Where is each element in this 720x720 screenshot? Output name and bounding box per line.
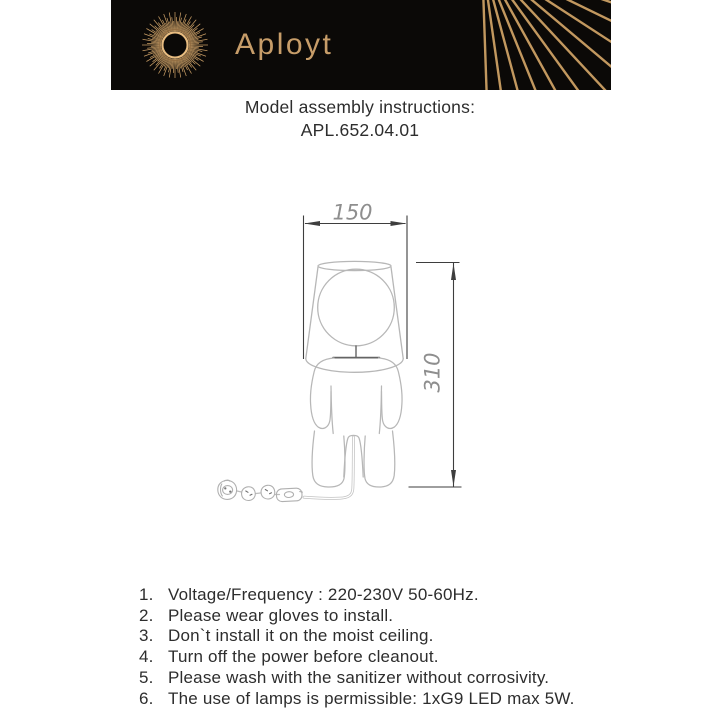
item-text: Turn off the power before cleanout. bbox=[168, 647, 439, 667]
instruction-item bbox=[0, 606, 720, 627]
item-number: 5. bbox=[139, 667, 154, 687]
item-text: Please wear gloves to install. bbox=[168, 605, 394, 625]
width-dimension-label: 150 bbox=[332, 200, 373, 225]
diagonal-rays-icon bbox=[341, 0, 611, 90]
brand-banner bbox=[111, 0, 611, 90]
title-block bbox=[0, 96, 720, 141]
item-text: The use of lamps is permissible: 1xG9 LED max 5W. bbox=[168, 688, 575, 708]
item-number: 3. bbox=[139, 626, 154, 646]
item-number: 6. bbox=[139, 688, 154, 708]
item-number: 2. bbox=[139, 605, 154, 625]
figure-body bbox=[310, 358, 402, 487]
item-number: 4. bbox=[139, 647, 154, 667]
width-dimension bbox=[304, 216, 408, 360]
instruction-list bbox=[0, 585, 720, 709]
instruction-item bbox=[0, 585, 720, 606]
technical-drawing bbox=[195, 180, 485, 520]
item-text: Please wash with the sanitizer without corrosivity. bbox=[168, 667, 550, 687]
page-title: Model assembly instructions: bbox=[244, 97, 476, 117]
height-dimension-label: 310 bbox=[420, 352, 445, 393]
brand-wordmark: Aployt bbox=[235, 28, 334, 61]
bulb-holder bbox=[333, 346, 380, 358]
lamp-shade bbox=[306, 261, 403, 372]
instruction-item bbox=[0, 689, 720, 710]
instruction-item bbox=[0, 626, 720, 647]
item-text: Voltage/Frequency : 220-230V 50-60Hz. bbox=[168, 585, 479, 604]
power-plug bbox=[218, 480, 237, 499]
model-number: APL.652.04.01 bbox=[300, 119, 420, 140]
item-number: 1. bbox=[139, 585, 154, 604]
instruction-item bbox=[0, 647, 720, 668]
item-text: Don`t install it on the moist ceiling. bbox=[168, 626, 434, 646]
instruction-item bbox=[0, 668, 720, 689]
inline-switch bbox=[276, 488, 303, 502]
sunburst-icon bbox=[111, 0, 243, 90]
bulb-sphere bbox=[318, 269, 395, 346]
